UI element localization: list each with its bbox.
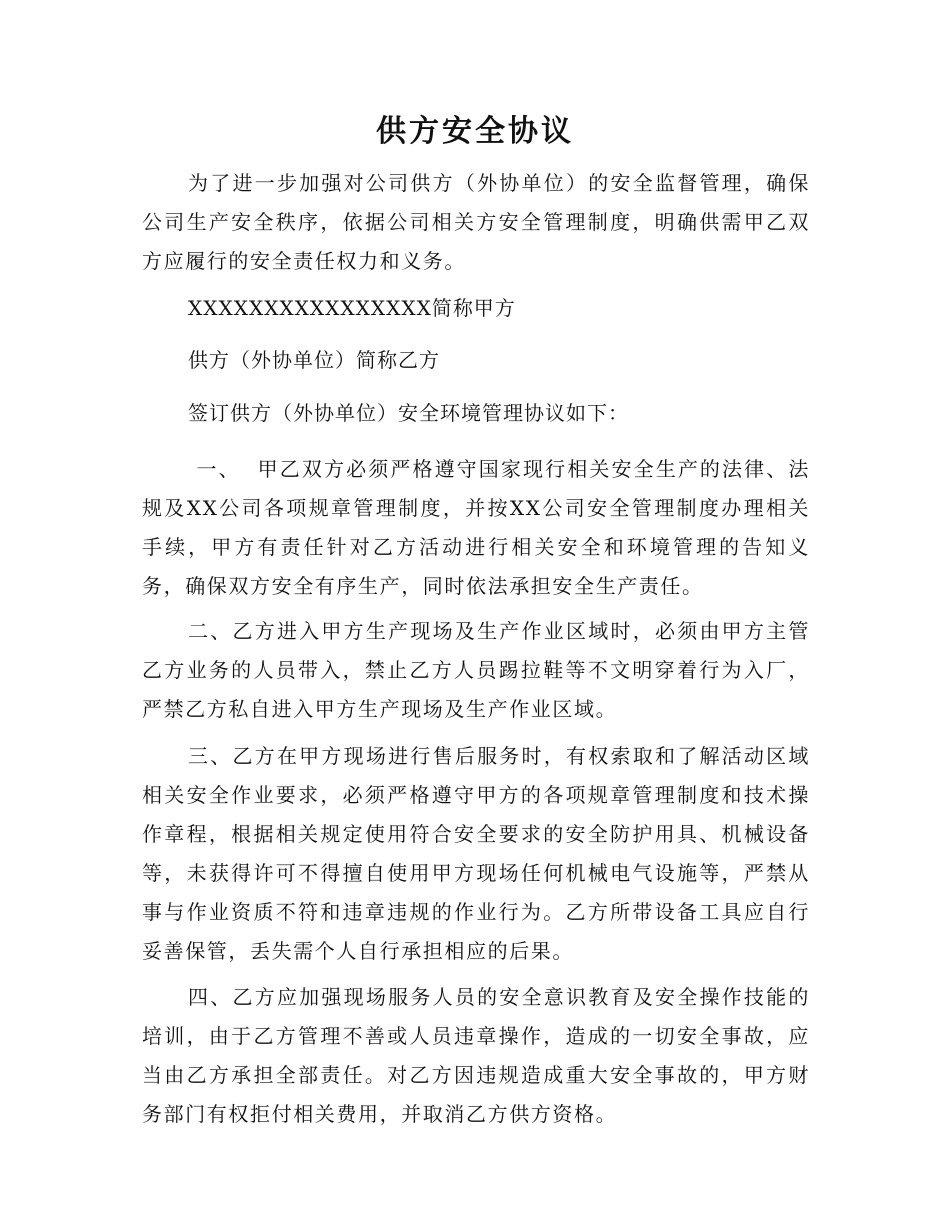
agreement-intro-line: 签订供方（外协单位）安全环境管理协议如下：	[188, 401, 629, 425]
intro-paragraph: 为了进一步加强对公司供方（外协单位）的安全监督管理，确保公司生产安全秩序，依据公司相关方安全管理制度，明确供需甲乙双方应履行的安全责任权力和义务。	[142, 171, 810, 273]
clause-2: 二、乙方进入甲方生产现场及生产作业区域时，必须由甲方主管乙方业务的人员带入，禁止乙方人员踢拉鞋等不文明穿着行为入厂，严禁乙方私自进入甲方生产现场及生产作业区域。	[142, 619, 810, 721]
clause-1: 一、 甲乙双方必须严格遵守国家现行相关安全生产的法律、法规及XX公司各项规章管理制度，并按XX公司安全管理制度办理相关手续，甲方有责任针对乙方活动进行相关安全和环境管理的告知义务，确保双方安全有序生产，同时依法承担安全生产责任。	[142, 457, 810, 598]
clause-3: 三、乙方在甲方现场进行售后服务时，有权索取和了解活动区域相关安全作业要求，必须严格遵守甲方的各项规章管理制度和技术操作章程，根据相关规定使用符合安全要求的安全防护用具、机械设备等，未获得许可不得擅自使用甲方现场任何机械电气设施等，严禁从事与作业资质不符和违章违规的作业行为。乙方所带设备工具应自行妥善保管，丢失需个人自行承担相应的后果。	[142, 744, 810, 963]
document-title: 供方安全协议	[376, 114, 574, 149]
party-b-line: 供方（外协单位）简称乙方	[188, 348, 440, 372]
party-a-line: XXXXXXXXXXXXXXXX简称甲方	[188, 296, 516, 320]
clause-4: 四、乙方应加强现场服务人员的安全意识教育及安全操作技能的培训，由于乙方管理不善或人员违章操作，造成的一切安全事故，应当由乙方承担全部责任。对乙方因违规造成重大安全事故的，甲方财务部门有权拒付相关费用，并取消乙方供方资格。	[142, 985, 810, 1126]
